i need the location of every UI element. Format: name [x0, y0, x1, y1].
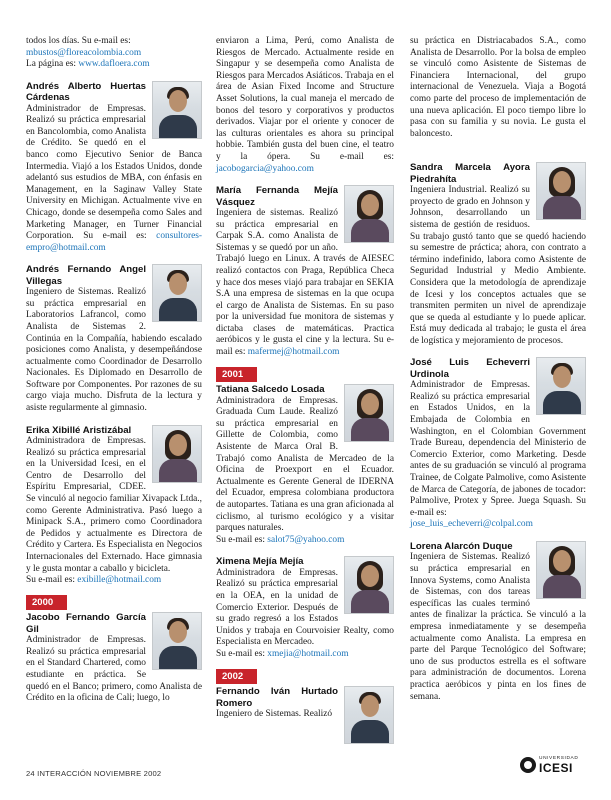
- alumni-bio: Administradora de Empresas. Graduada Cum Laude. Realizó su práctica empresarial en Gillette de Colombia, como Asistente de Marca Oral B. Trabajó como Analista de Mercadeo de la Oficina de Proexport en el Ecuador. Actualmente es Gerente General de IDERNA del Ecuador, empresa colombiana productora de autopartes. Tatiana es una gran aficionada al ciclismo, al turismo ecológico y a visitar parques naturales. Su e-mail es: salot75@yahoo.com: [216, 395, 394, 545]
- alumni-entry: [216, 185, 394, 359]
- alumni-name: Lorena Alarcón Duque: [410, 541, 513, 552]
- alumni-photo: [152, 612, 202, 670]
- logo-big-text: ICESI: [539, 760, 573, 775]
- alumni-bio: Ingeniero de Sistemas. Realizó su práctica empresarial en Laboratorios Lafrancol, como Analista de Sistemas 2. Continúa en la Compañía, habiendo escalado posiciones como Analista, y desempeñándose actualmente como Coordinador de Desarrollo Nacionales. Es Diplomado en Desarrollo de Software por Componentes. Por razones de su cargo viaja mucho. Disfruta de la lectura y asiste regularmente al gimnasio.: [26, 287, 202, 414]
- alumni-entry: [26, 264, 202, 414]
- alumni-bio: Ingeniera Industrial. Realizó su proyecto de grado en Johnson y Johnson, desarrollando un sistema de gestión de residuos. Su trabajo gustó tanto que se quedó haciendo su semestre de práctica; ahora, con contrato a término indefinido, labora como Asistente de Seguridad Industrial y Medio Ambiente. Considera que la metodología de aprendizaje de Icesi y los conceptos actuales que se transmiten permiten un nivel de aprendizaje que se queda al estudiante y lo puede aplicar. Está muy dedicada al trabajo; le gusta el área de logística y mejoramiento de procesos.: [410, 185, 586, 346]
- alumni-entry: [216, 384, 394, 546]
- alumni-bio: Ingeniera de Sistemas. Realizó su práctica empresarial en Innova Systems, como Analista de Sistemas, con dos tareas específicas las cuales terminó antes de finalizar la práctica. Se vinculó a la empresa inmediatamente y se desempeña actualmente como Analista. La empresa en parte del Parque Tecnológico del Software; uno de sus productos estrella es el software para administración de documentos. Lorena practica aeróbicos y pinta en los fines de semana.: [410, 552, 586, 702]
- alumni-email[interactable]: exibille@hotmail.com: [77, 575, 162, 586]
- alumni-name: María Fernanda Mejía Vásquez: [216, 185, 338, 208]
- alumni-name: Andrés Fernando Angel Villegas: [26, 264, 146, 287]
- alumni-entry: [26, 612, 202, 704]
- alumni-photo: [536, 541, 586, 599]
- alumni-bio: Ingeniero de Sistemas. Realizó: [216, 708, 333, 719]
- alumni-name: Jacobo Fernando García Gil: [26, 612, 146, 635]
- alumni-photo: [152, 264, 202, 322]
- logo-small-text: UNIVERSIDAD: [539, 756, 579, 761]
- intro-web-link[interactable]: www.dafloera.com: [78, 59, 150, 70]
- page-footer: 24 INTERACCIÓN NOVIEMBRE 2002: [26, 769, 162, 778]
- alumni-name: Tatiana Salcedo Losada: [216, 384, 325, 396]
- alumni-entry: [410, 541, 586, 703]
- alumni-email[interactable]: xmejia@hotmail.com: [267, 648, 349, 659]
- alumni-photo: [536, 162, 586, 220]
- alumni-name: Ximena Mejía Mejía: [216, 556, 304, 568]
- icesi-logo-icon: [520, 757, 536, 773]
- column-2: [216, 36, 394, 747]
- alumni-email[interactable]: consultores-empro@hotmail.com: [26, 231, 202, 253]
- year-badge-2002: 2002: [216, 669, 257, 685]
- alumni-photo: [344, 686, 394, 744]
- alumni-name: Sandra Marcela Ayora Piedrahíta: [410, 162, 530, 185]
- intro-paragraph: enviaron a Lima, Perú, como Analista de Riesgos de Mercado. Actualmente reside en Singapur y se desempeña como Analista de Riesgos para Mercados Asiáticos. Trabaja en el área de Asian Fixed Income and Structure Asset Solutions, la cual maneja el mercado de bonos del tesoro y corporativos y productos derivados. Viajar por el oriente y conocer de las culturas orientales es ahora su principal hobbie. También gusta del buen cine, el teatro y la ópera. Su e-mail es: jacobogarcia@yahoo.com: [216, 36, 394, 174]
- year-badge-2000: 2000: [26, 595, 67, 611]
- alumni-photo: [344, 384, 394, 442]
- intro-paragraph: todos los días. Su e-mail es: mbustos@floreacolombia.com La página es: www.dafloera.com: [26, 36, 150, 70]
- alumni-bio: Administrador de Empresas. Realizó su práctica empresarial en Bancolombia, como Analista de Crédito. Se quedó en el banco como Ejecutivo Senior de Banca Intermedia. Viajó a los Estados Unidos, donde adelantó sus estudios de MBA, con énfasis en Management, en la Saginaw Valley State University en Michigan. Actualmente vive en Chicago, donde se desempeña como Sales and Marketing Manager, en Turner Financial Corporation. Su e-mail es: consultores-empro@hotmail.com: [26, 103, 202, 253]
- alumni-email[interactable]: jose_luis_echeverri@colpal.com: [410, 519, 533, 530]
- year-badge-2001: 2001: [216, 367, 257, 383]
- alumni-bio: Administradora de Empresas. Realizó su práctica empresarial en la Universidad Icesi, en el Centro de Desarrollo del Espíritu Empresarial, CDEE. Se vinculó al negocio familiar Xivapack Ltda., como Gerente Administrativa. Pasó luego a Minipack S.A., primero como Coordinadora de Pedidos y actualmente es Directora de Crédito y Cartera. Es Especialista en Negocios Internacionales del Externado. Hace gimnasia y le gusta montar a caballo y bicicleta. Su e-mail es: exibille@hotmail.com: [26, 436, 202, 586]
- alumni-photo: [536, 357, 586, 415]
- alumni-photo: [152, 81, 202, 139]
- alumni-entry: [410, 162, 586, 347]
- intro-paragraph: su práctica en Distriacabados S.A., como Analista de Desarrollo. Por la bolsa de empleo se vinculó como Asistente de Sistemas de Financiera Internacional, del grupo internacional de Venezuela. Viaja a Bogotá como parte del proceso de implementación de una nueva aplicación. El poco tiempo libre lo pasa con su familia y su novia. Le gusta el baloncesto.: [410, 36, 586, 139]
- alumni-bio: Administradora de Empresas. Realizó su práctica empresarial en la OEA, en la unidad de Comercio Exterior. Después de su grado regresó a los Estados Unidos y trabaja en Courvoisier Realty, como Especialista en Mercadeo. Su e-mail es: xmejia@hotmail.com: [216, 567, 394, 659]
- university-logo: [520, 757, 578, 774]
- intro-email[interactable]: mbustos@floreacolombia.com: [26, 47, 142, 58]
- alumni-bio: Ingeniera de sistemas. Realizó su práctica empresarial en Carpak S.A. como Analista de Sistemas y se quedó por un año. Trabajó luego en Linux. A través de AIESEC realizó contactos con Praga, República Checa y hace dos meses viajó para trabajar en SEKIA S.A una empresa de sistemas en la que ocupa el cargo de Analista de Sistemas. En su paso por la universidad fue monitora de sistemas y dictaba clases de matemáticas. Practica aeróbicos y le gusta el cine y la lectura. Su e-mail es: mafermej@hotmail.com: [216, 207, 395, 358]
- alumni-bio: Administrador de Empresas. Realizó su práctica empresarial en el Standard Chartered, como estudiante en práctica. Se quedó en el Banco; primero, como Analista de Crédito en la oficina de Cali; luego, lo: [26, 635, 202, 704]
- alumni-photo: [344, 185, 394, 243]
- alumni-name: José Luis Echeverri Urdinola: [410, 357, 530, 380]
- alumni-bio: Administrador de Empresas. Realizó su práctica empresarial en Estados Unidos, en la Embajada de Colombia en Washington, en el Colombian Government Trade Bureau, dependencia del Ministerio de Comercio Exterior, como Marketing. Desde antes de su graduación se vinculó al programa Trainee, de Colgate Palmolive, como Asistente de Marca de Categoría, de jabones de tocador: Palmolive, Protex y Spree. Juega Squash. Su e-mail es: jose_luis_echeverri@colpal.com: [410, 380, 586, 530]
- intro-email[interactable]: jacobogarcia@yahoo.com: [216, 163, 314, 174]
- column-1: [26, 36, 202, 705]
- alumni-entry: [216, 556, 394, 660]
- column-3: [410, 36, 586, 703]
- alumni-name: Erika Xibillé Aristizábal: [26, 424, 132, 436]
- alumni-email[interactable]: mafermej@hotmail.com: [247, 347, 340, 358]
- alumni-entry: [26, 81, 202, 255]
- alumni-name: Andrés Alberto Huertas Cárdenas: [26, 80, 146, 104]
- alumni-entry: [216, 686, 394, 720]
- alumni-photo: [344, 556, 394, 614]
- alumni-name: Fernando Iván Hurtado Romero: [216, 686, 338, 709]
- alumni-photo: [152, 425, 202, 483]
- alumni-entry: [26, 425, 202, 587]
- alumni-email[interactable]: salot75@yahoo.com: [267, 534, 345, 545]
- alumni-entry: [410, 357, 586, 531]
